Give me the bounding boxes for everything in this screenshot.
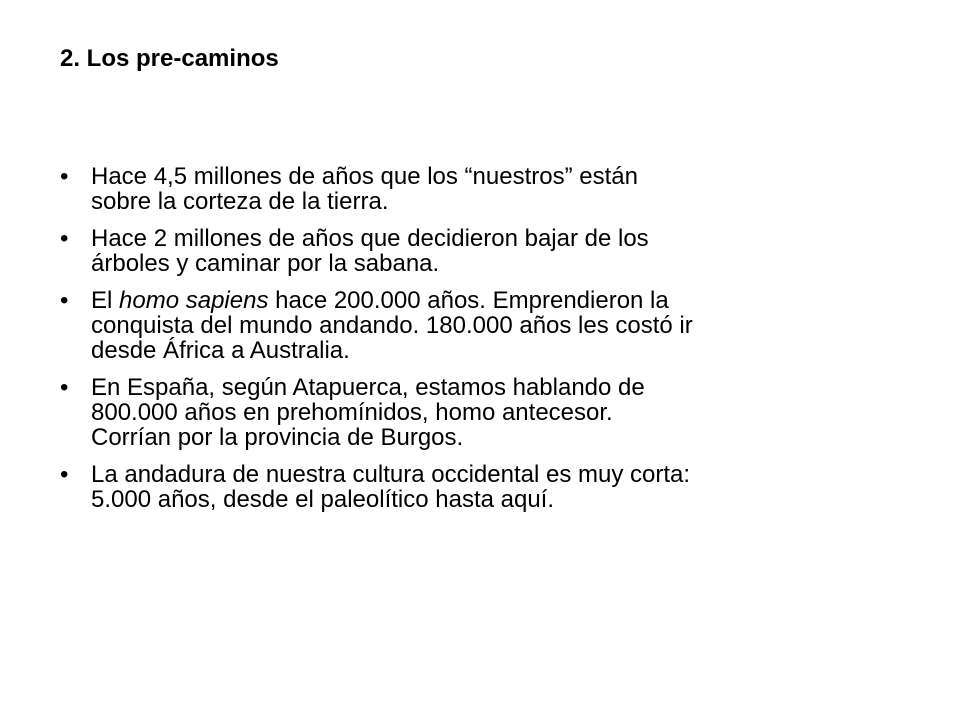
bullet-text-line: Corrían por la provincia de Burgos. bbox=[91, 424, 464, 451]
bullet-text-line: sobre la corteza de la tierra. bbox=[91, 188, 389, 215]
italic-term: homo sapiens bbox=[119, 287, 269, 314]
bullet-text-line: Hace 2 millones de años que decidieron bajar de los bbox=[91, 225, 649, 252]
bullet-item bbox=[60, 375, 860, 450]
bullet-dot-icon: • bbox=[60, 225, 69, 252]
bullet-text-line: La andadura de nuestra cultura occidental es muy corta: bbox=[91, 461, 691, 488]
bullet-text-line: 5.000 años, desde el paleolítico hasta aquí. bbox=[91, 486, 555, 513]
bullet-text-line bbox=[91, 288, 860, 313]
bullet-dot-icon: • bbox=[60, 163, 69, 190]
text-segment: El bbox=[91, 287, 120, 314]
bullet-text-line: Hace 4,5 millones de años que los “nuestros” están bbox=[91, 163, 638, 190]
bullet-dot-icon: • bbox=[60, 461, 69, 488]
bullet-item bbox=[60, 462, 860, 512]
bullet-text-line: árboles y caminar por la sabana. bbox=[91, 250, 440, 277]
bullet-text-line: En España, según Atapuerca, estamos hablando de bbox=[91, 374, 645, 401]
slide-title: 2. Los pre-caminos bbox=[60, 45, 279, 72]
bullet-item bbox=[60, 288, 860, 363]
bullet-item bbox=[60, 226, 860, 276]
bullet-item bbox=[60, 164, 860, 214]
bullet-dot-icon: • bbox=[60, 287, 69, 314]
bullet-list bbox=[60, 164, 860, 524]
bullet-text-line: 800.000 años en prehomínidos, homo antecesor. bbox=[91, 399, 613, 426]
bullet-text-line: desde África a Australia. bbox=[91, 337, 350, 364]
bullet-text-line: conquista del mundo andando. 180.000 años les costó ir bbox=[91, 312, 693, 339]
bullet-dot-icon: • bbox=[60, 374, 69, 401]
text-segment: hace 200.000 años. Emprendieron la bbox=[268, 287, 669, 314]
